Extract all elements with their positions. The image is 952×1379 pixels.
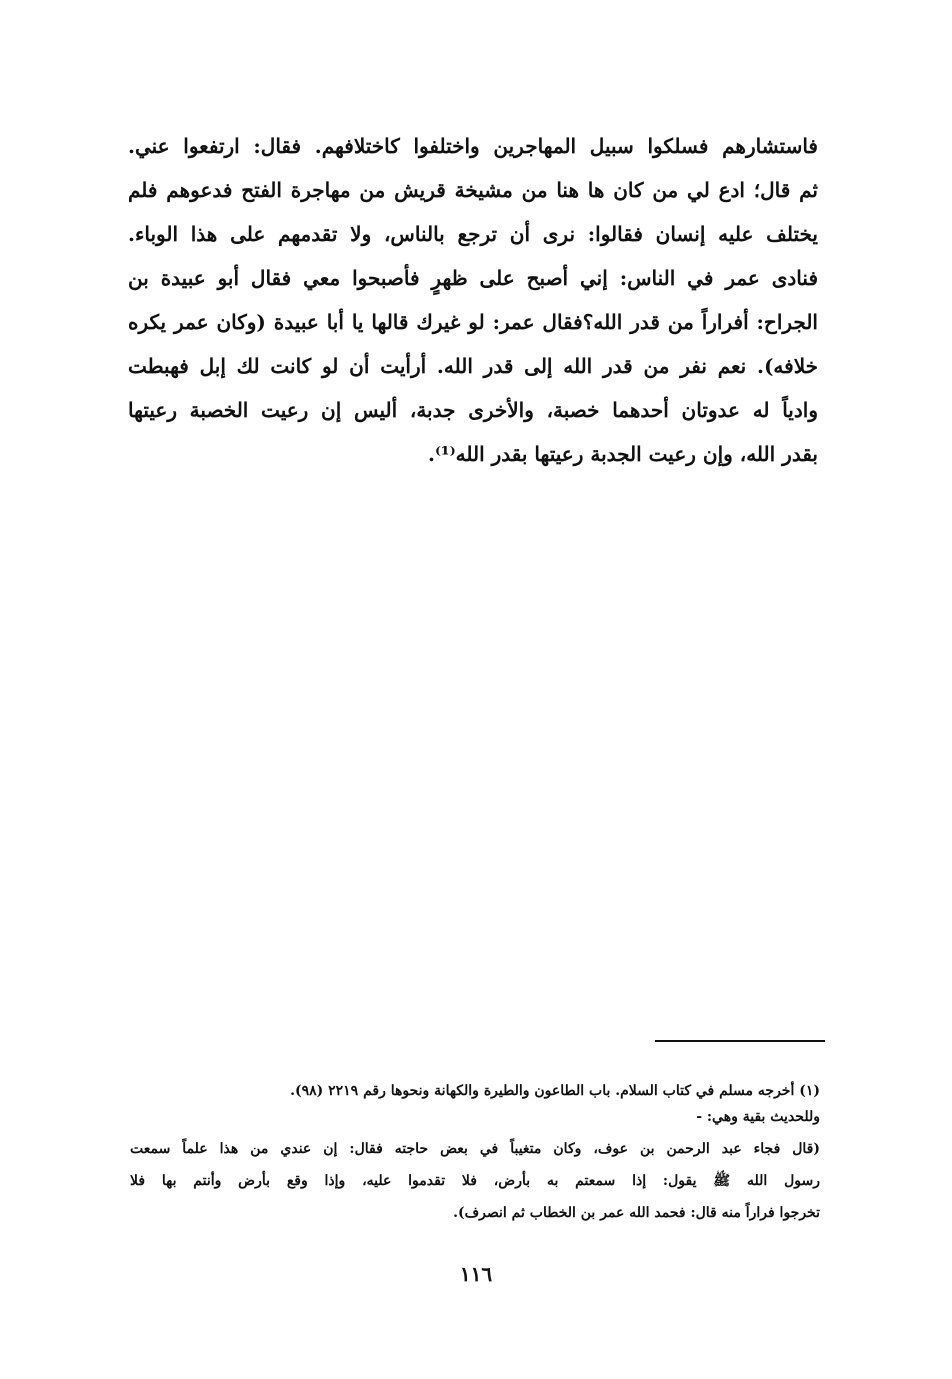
footnote-line-5: تخرجوا فراراً منه قال: فحمد الله عمر بن الخطاب ثم انصرف).: [453, 1205, 820, 1221]
text-line-5: الجراح: أفراراً من قدر الله؟فقال عمر: لو غيرك قالها يا أبا عبيدة (وكان عمر يكره: [128, 310, 818, 334]
footnote-separator: [655, 1040, 825, 1042]
footnote-line-1: (١) أخرجه مسلم في كتاب السلام. باب الطاعون والطيرة والكهانة ونحوها رقم ٢٢١٩ (٩٨).: [290, 1083, 820, 1099]
footnote-line-3: (قال فجاء عبد الرحمن بن عوف، وكان متغيباً في بعض حاجته فقال: إن عندي من هذا علماً سمعت: [130, 1141, 820, 1157]
text-line-3: يختلف عليه إنسان فقالوا: نرى أن ترجع بالناس، ولا تقدمهم على هذا الوباء.: [128, 222, 818, 246]
footnote-line-4: رسول الله ﷺ يقول: إذا سمعتم به بأرض، فلا تقدموا عليه، وإذا وقع بأرض وأنتم بها فلا: [130, 1173, 820, 1189]
text-line-8: بقدر الله، وإن رعيت الجدبة رعيتها بقدر الله⁽¹⁾.: [428, 442, 818, 466]
text-line-7: وادياً له عدوتان أحدهما خصبة، والأخرى جدبة، أليس إن رعيت الخصبة رعيتها: [128, 398, 818, 422]
text-line-1: فاستشارهم فسلكوا سبيل المهاجرين واختلفوا كاختلافهم. فقال: ارتفعوا عني.: [128, 134, 818, 158]
main-text: [128, 124, 818, 476]
text-line-6: خلافه). نعم نفر من قدر الله إلى قدر الله. أرأيت أن لو كانت لك إبل فهبطت: [128, 354, 818, 378]
text-line-2: ثم قال؛ ادع لي من كان ها هنا من مشيخة قريش من مهاجرة الفتح فدعوهم فلم: [128, 178, 818, 202]
footnote-line-2: وللحديث بقية وهي: -: [696, 1109, 820, 1125]
text-line-4: فنادى عمر في الناس: إني أصبح على ظهرٍ فأصبحوا معي فقال أبو عبيدة بن: [128, 266, 818, 290]
page-number: ١١٦: [459, 1262, 493, 1286]
footnotes: [130, 1078, 820, 1226]
